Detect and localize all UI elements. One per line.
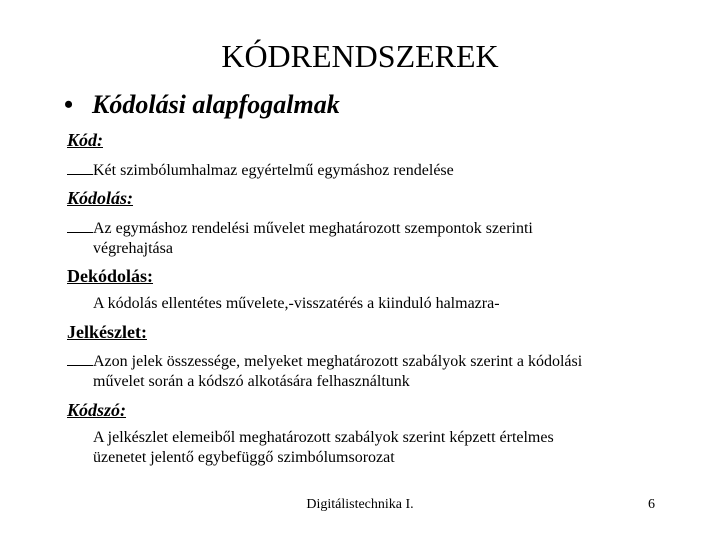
bullet-icon: • <box>64 90 74 119</box>
definition-line: A kódolás ellentétes művelete,-visszatérés a kiinduló halmazra- <box>93 295 500 312</box>
slide-title: KÓDRENDSZEREK <box>221 38 499 74</box>
page-number: 6 <box>648 497 655 512</box>
bullet-heading-text: Kódolási alapfogalmak <box>92 90 340 119</box>
definition-jelkeszlet <box>67 351 582 392</box>
definition-line: művelet során a kódszó alkotására felhasználtunk <box>93 373 410 390</box>
indent-underline <box>67 351 93 366</box>
term-kod: Kód: <box>67 130 103 150</box>
footer-text: Digitálistechnika I. <box>306 497 414 512</box>
definition-line: A jelkészlet elemeiből meghatározott szabályok szerint képzett értelmes <box>93 429 554 446</box>
indent-underline <box>67 218 93 233</box>
definition-line: Két szimbólumhalmaz egyértelmű egymáshoz rendelése <box>93 162 454 179</box>
term-kodolas: Kódolás: <box>67 188 134 208</box>
definition-dekodolas <box>67 294 500 314</box>
bullet-heading <box>64 88 340 122</box>
indent-underline <box>67 160 93 175</box>
term-dekodolas: Dekódolás: <box>67 266 154 286</box>
term-jelkeszlet: Jelkészlet: <box>67 322 147 342</box>
definition-kod <box>67 160 454 181</box>
definition-line: végrehajtása <box>93 240 173 257</box>
definition-kodolas <box>67 218 533 259</box>
definition-line: Azon jelek összessége, melyeket meghatározott szabályok szerint a kódolási <box>93 353 583 370</box>
definition-line: üzenetet jelentő egybefüggő szimbólumsorozat <box>93 449 395 466</box>
definition-kodszo <box>67 428 554 468</box>
term-kodszo: Kódszó: <box>67 400 127 420</box>
definition-line: Az egymáshoz rendelési művelet meghatározott szempontok szerinti <box>93 220 533 237</box>
